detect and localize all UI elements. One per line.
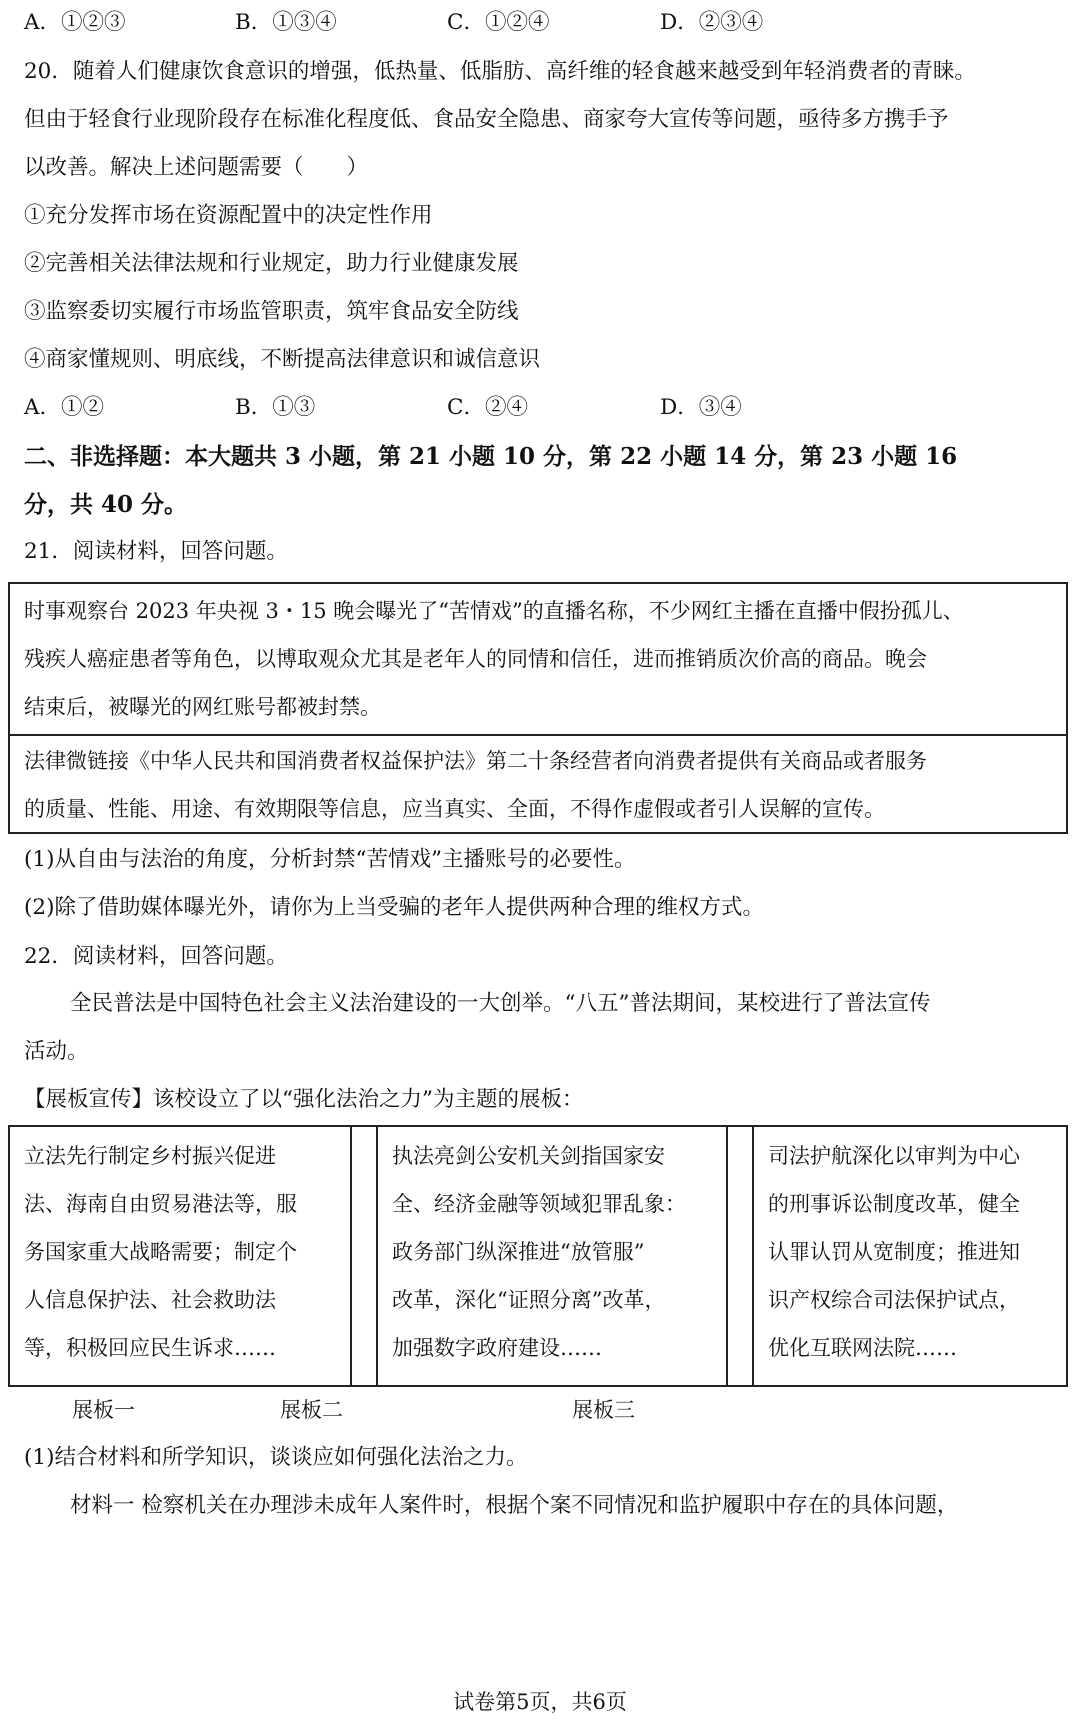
q20-stem-line-2: 但由于轻食行业现阶段存在标准化程度低、食品安全隐患、商家夸大宣传等问题，亟待多方携手予 [24,107,949,132]
q22-material-one: 材料一 检察机关在办理涉未成年人案件时，根据个案不同情况和监护履职中存在的具体问题， [70,1493,959,1518]
board-two [378,1127,726,1385]
board-three-line-3: 认罪认罚从宽制度；推进知 [768,1240,1020,1264]
q21-box2-line-1: 法律微链接《中华人民共和国消费者权益保护法》第二十条经营者向消费者提供有关商品或者服务 [24,749,927,773]
page-footer: 试卷第5页，共6页 [453,1690,627,1714]
q20-option-c[interactable]: C．②④ [447,395,528,420]
q22-board-intro: 【展板宣传】该校设立了以“强化法治之力”为主题的展板： [24,1087,584,1112]
section-heading-line-1: 二、非选择题：本大题共 3 小题，第 21 小题 10 分，第 22 小题 14 分，第 23 小题 16 [24,443,958,470]
board-two-line-4: 改革，深化“证照分离”改革， [392,1288,666,1312]
q21-title: 21．阅读材料，回答问题。 [24,539,288,564]
q21-material-box [8,582,1068,834]
board-three [754,1127,1066,1385]
board-one-line-3: 务国家重大战略需要；制定个 [24,1240,297,1264]
q21-box1-line-2: 残疾人癌症患者等角色，以博取观众尤其是老年人的同情和信任，进而推销质次价高的商品。晚会 [24,647,927,671]
board-two-line-3: 政务部门纵深推进“放管服” [392,1240,645,1264]
q20-option-d[interactable]: D．③④ [660,395,742,420]
board-divider-left-a [350,1127,352,1385]
q21-box1-line-3: 结束后，被曝光的网红账号都被封禁。 [24,695,381,719]
q19-option-d[interactable]: D．②③④ [660,10,764,35]
q20-options [24,393,1064,423]
board-two-line-1: 执法亮剑公安机关剑指国家安 [392,1144,665,1168]
board-one-line-2: 法、海南自由贸易港法等，服 [24,1192,297,1216]
q19-option-c[interactable]: C．①②④ [447,10,550,35]
board-divider-right-a [726,1127,728,1385]
q20-item-4: ④商家懂规则、明底线，不断提高法律意识和诚信意识 [24,347,541,372]
q20-option-b[interactable]: B．①③ [235,395,316,420]
q21-box1-line-1: 时事观察台 2023 年央视 3・15 晚会曝光了“苦情戏”的直播名称，不少网红主播在直播中假扮孤儿、 [24,599,964,623]
q20-item-1: ①充分发挥市场在资源配置中的决定性作用 [24,203,433,228]
q21-sub-question-1: (1)从自由与法治的角度，分析封禁“苦情戏”主播账号的必要性。 [24,847,636,872]
q22-boards-box [8,1125,1068,1387]
q21-sub-question-2: (2)除了借助媒体曝光外，请你为上当受骗的老年人提供两种合理的维权方式。 [24,895,764,920]
q19-option-a[interactable]: A．①②③ [24,10,126,35]
board-three-line-2: 的刑事诉讼制度改革，健全 [768,1192,1020,1216]
board-three-line-4: 识产权综合司法保护试点， [768,1288,1020,1312]
board-caption-two: 展板二 [280,1398,343,1422]
q19-option-b[interactable]: B．①③④ [235,10,337,35]
q19-options [24,8,1064,38]
board-caption-three: 展板三 [572,1398,635,1422]
board-one-line-1: 立法先行制定乡村振兴促进 [24,1144,276,1168]
section-heading-line-2: 分，共 40 分。 [24,491,188,518]
board-caption-one: 展板一 [72,1398,135,1422]
q22-intro-line-1: 全民普法是中国特色社会主义法治建设的一大创举。“八五”普法期间，某校进行了普法宣传 [70,991,931,1016]
q20-stem-line-3: 以改善。解决上述问题需要（ ） [24,155,369,180]
q21-box-divider [10,734,1066,736]
q22-title: 22．阅读材料，回答问题。 [24,944,288,969]
q21-box2-line-2: 的质量、性能、用途、有效期限等信息，应当真实、全面，不得作虚假或者引人误解的宣传。 [24,797,885,821]
q20-option-a[interactable]: A．①② [24,395,105,420]
board-one-line-4: 人信息保护法、社会救助法 [24,1288,276,1312]
board-two-line-5: 加强数字政府建设…… [392,1336,602,1360]
board-two-line-2: 全、经济金融等领域犯罪乱象： [392,1192,686,1216]
q20-stem-line-1: 20．随着人们健康饮食意识的增强，低热量、低脂肪、高纤维的轻食越来越受到年轻消费者的青睐。 [24,59,976,84]
q20-item-2: ②完善相关法律法规和行业规定，助力行业健康发展 [24,251,519,276]
board-one [10,1127,350,1385]
board-three-line-5: 优化互联网法院…… [768,1336,957,1360]
board-three-line-1: 司法护航深化以审判为中心 [768,1144,1020,1168]
q22-sub-question-1: (1)结合材料和所学知识，谈谈应如何强化法治之力。 [24,1445,528,1470]
q20-item-3: ③监察委切实履行市场监管职责，筑牢食品安全防线 [24,299,519,324]
board-one-line-5: 等，积极回应民生诉求…… [24,1336,276,1360]
q22-intro-line-2: 活动。 [24,1039,89,1064]
